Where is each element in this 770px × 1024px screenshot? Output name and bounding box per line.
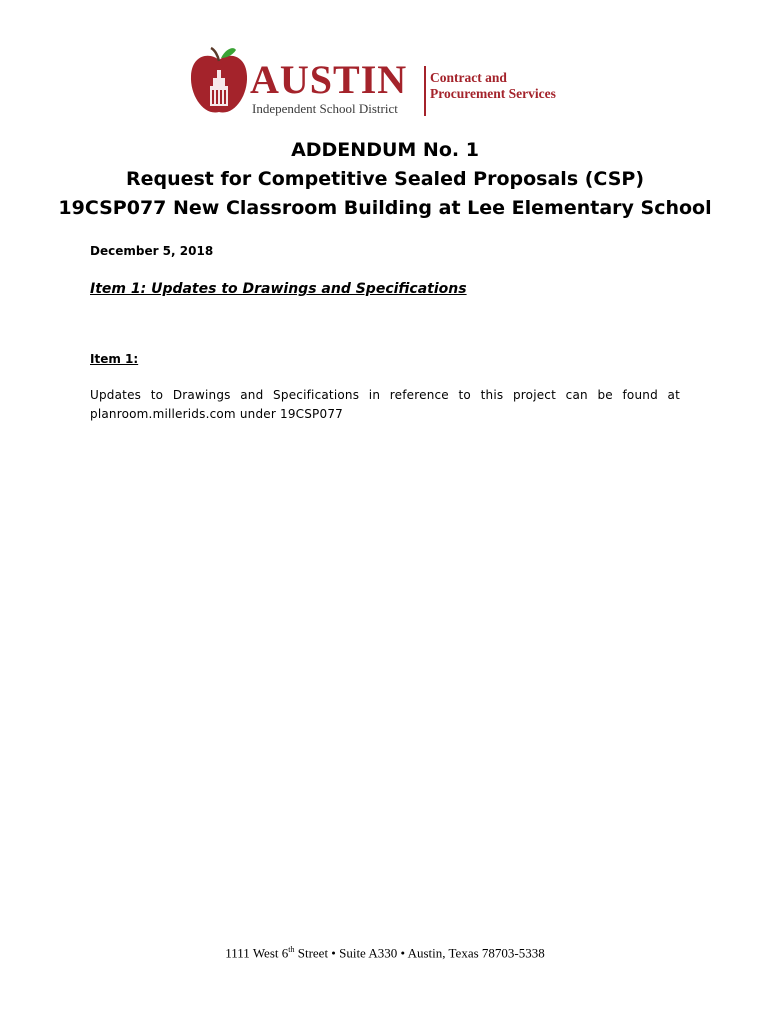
footer-street-pre: 1111 West 6 <box>225 945 289 961</box>
document-date: December 5, 2018 <box>90 244 214 258</box>
footer-street-sup: th <box>288 945 295 954</box>
document-titles <box>0 136 770 223</box>
dept-line-2: Procurement Services <box>430 86 556 101</box>
item-label: Item 1: <box>90 352 139 366</box>
logo-wordmark: AUSTIN <box>250 57 408 102</box>
footer-street-post: Street • Suite A330 • Austin, Texas 78703-5338 <box>294 945 545 961</box>
address-footer <box>0 945 770 961</box>
dept-line-1: Contract and <box>430 70 507 85</box>
project-title: 19CSP077 New Classroom Building at Lee Elementary School <box>58 197 712 219</box>
item-body: Updates to Drawings and Specifications in reference to this project can be found at planroom.millerids.com under 19CSP077 <box>90 388 680 421</box>
apple-capitol-icon <box>188 46 250 118</box>
document-subtitle: Request for Competitive Sealed Proposals (CSP) <box>125 168 645 190</box>
aisd-logo <box>188 46 588 118</box>
logo-divider <box>424 66 426 116</box>
logo-subtitle: Independent School District <box>252 101 398 116</box>
document-title: ADDENDUM No. 1 <box>291 139 479 161</box>
logo-department <box>430 70 556 102</box>
section-heading: Item 1: Updates to Drawings and Specifications <box>90 281 467 297</box>
